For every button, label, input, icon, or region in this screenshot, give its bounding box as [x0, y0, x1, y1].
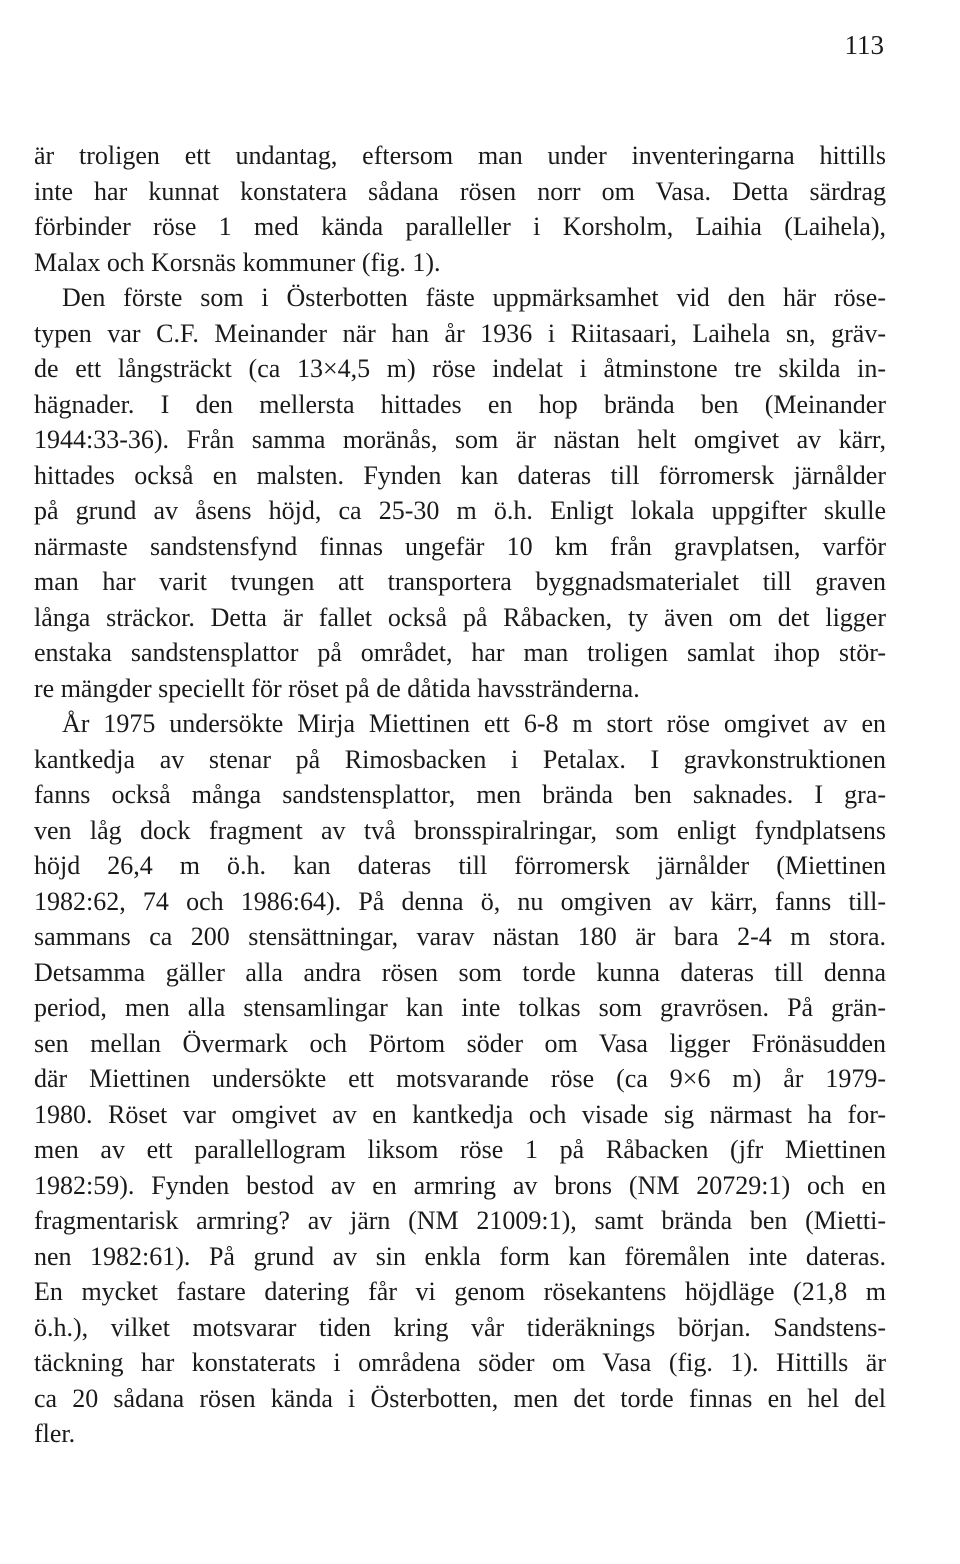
- text-line: 1982:59). Fynden bestod av en armring av brons (NM 20729:1) och en: [34, 1170, 886, 1200]
- text-line: Detsamma gäller alla andra rösen som torde kunna dateras till denna: [34, 957, 886, 987]
- text-line: fragmentarisk armring? av järn (NM 21009:1), samt brända ben (Mietti-: [34, 1206, 886, 1235]
- text-line: närmaste sandstensfynd finnas ungefär 10 km från gravplatsen, varför: [34, 531, 886, 561]
- text-line: hägnader. I den mellersta hittades en hop brända ben (Meinander: [34, 389, 886, 419]
- text-line: inte har kunnat konstatera sådana rösen norr om Vasa. Detta särdrag: [34, 176, 886, 206]
- text-line: 1982:62, 74 och 1986:64). På denna ö, nu omgiven av kärr, fanns till-: [34, 886, 886, 916]
- text-line: fanns också många sandstensplattor, men brända ben saknades. I gra-: [34, 780, 886, 809]
- text-line: förbinder röse 1 med kända paralleller i Korsholm, Laihia (Laihela),: [34, 212, 886, 241]
- text-line: 1980. Röset var omgivet av en kantkedja och visade sig närmast ha for-: [34, 1099, 886, 1129]
- text-line: på grund av åsens höjd, ca 25-30 m ö.h. Enligt lokala uppgifter skulle: [34, 496, 886, 525]
- page-number: 113: [844, 30, 884, 60]
- text-line: man har varit tvungen att transportera byggnadsmaterialet till graven: [34, 567, 886, 596]
- text-line: En mycket fastare datering får vi genom rösekantens höjdläge (21,8 m: [34, 1277, 886, 1306]
- text-line: kantkedja av stenar på Rimosbacken i Petalax. I gravkonstruktionen: [34, 744, 886, 774]
- text-line: 1944:33-36). Från samma moränås, som är nästan helt omgivet av kärr,: [34, 425, 886, 454]
- text-line: ven låg dock fragment av två bronsspiralringar, som enligt fyndplatsens: [34, 815, 886, 845]
- text-line: fler.: [34, 1419, 76, 1448]
- text-line: långa sträckor. Detta är fallet också på Råbacken, ty även om det ligger: [34, 602, 886, 632]
- text-line: sen mellan Övermark och Pörtom söder om Vasa ligger Frönäsudden: [34, 1028, 886, 1058]
- text-line: nen 1982:61). På grund av sin enkla form kan föremålen inte dateras.: [34, 1241, 886, 1271]
- text-line: enstaka sandstensplattor på området, har man troligen samlat ihop stör-: [34, 638, 886, 667]
- text-line: period, men alla stensamlingar kan inte tolkas som gravrösen. På grän-: [34, 993, 886, 1022]
- text-line: ö.h.), vilket motsvarar tiden kring vår tideräknings början. Sandstens-: [34, 1312, 886, 1342]
- text-line: Den förste som i Österbotten fäste uppmärksamhet vid den här röse-: [62, 283, 886, 312]
- text-line: re mängder speciellt för röset på de dåtida havsstränderna.: [34, 673, 640, 703]
- text-line: År 1975 undersökte Mirja Miettinen ett 6-8 m stort röse omgivet av en: [62, 709, 886, 738]
- text-line: höjd 26,4 m ö.h. kan dateras till förromersk järnålder (Miettinen: [34, 851, 886, 880]
- text-line: ca 20 sådana rösen kända i Österbotten, men det torde finnas en hel del: [34, 1383, 886, 1413]
- text-line: är troligen ett undantag, eftersom man under inventeringarna hittills: [34, 141, 886, 170]
- text-line: men av ett parallellogram liksom röse 1 på Råbacken (jfr Miettinen: [34, 1135, 886, 1164]
- body-text: [34, 138, 886, 1452]
- text-line: hittades också en malsten. Fynden kan dateras till förromersk järnålder: [34, 460, 886, 490]
- text-line: där Miettinen undersökte ett motsvarande röse (ca 9×6 m) år 1979-: [34, 1064, 886, 1093]
- text-line: sammans ca 200 stensättningar, varav nästan 180 är bara 2-4 m stora.: [34, 922, 886, 951]
- text-line: täckning har konstaterats i områdena söder om Vasa (fig. 1). Hittills är: [34, 1348, 886, 1377]
- text-line: de ett långsträckt (ca 13×4,5 m) röse indelat i åtminstone tre skilda in-: [34, 354, 886, 383]
- text-line: Malax och Korsnäs kommuner (fig. 1).: [34, 247, 441, 277]
- text-line: typen var C.F. Meinander när han år 1936 i Riitasaari, Laihela sn, gräv-: [34, 318, 886, 348]
